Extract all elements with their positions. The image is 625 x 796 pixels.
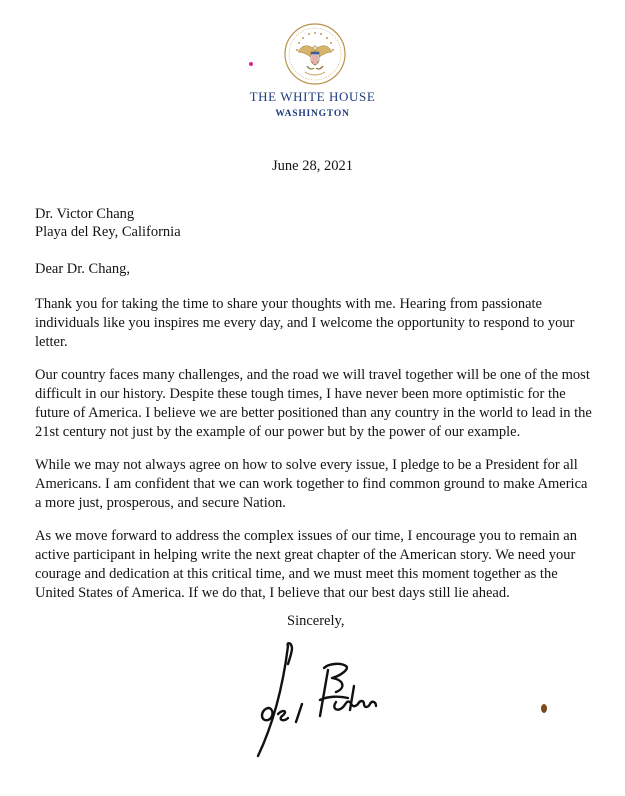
paragraph-line: difficult in our history. Despite these tough times, I have never been more optimistic for the <box>35 386 566 402</box>
paragraph-line: individuals like you inspires me every day, and I welcome the opportunity to respond to your <box>35 315 575 331</box>
salutation: Dear Dr. Chang, <box>35 261 131 277</box>
paragraph-line: Thank you for taking the time to share your thoughts with me. Hearing from passionate <box>35 296 542 312</box>
body-paragraph-1 <box>35 295 610 352</box>
letterhead-subtitle: WASHINGTON <box>275 109 350 119</box>
letterhead-title: THE WHITE HOUSE <box>249 89 376 104</box>
recipient-address <box>35 205 181 241</box>
paragraph-line: United States of America. If we do that, I believe that our best days still lie ahead. <box>35 585 510 601</box>
paragraph-line: a more just, prosperous, and secure Nation. <box>35 495 286 511</box>
paragraph-line: Americans. I am confident that we can work together to find common ground to make America <box>35 476 588 492</box>
paragraph-line: 21st century not just by the example of our power but by the power of our example. <box>35 424 521 440</box>
closing-text: Sincerely, <box>287 613 345 629</box>
paragraph-line: active participant in helping write the next great chapter of the American story. We need your <box>35 547 576 563</box>
letter-date: June 28, 2021 <box>272 158 353 174</box>
paragraph-line: letter. <box>35 334 68 350</box>
ink-speck <box>249 62 253 66</box>
presidential-seal-icon <box>283 22 347 86</box>
handwritten-signature-icon <box>228 638 398 768</box>
recipient-location: Playa del Rey, California <box>35 224 181 240</box>
paragraph-line: future of America. I believe we are better positioned than any country in the world to lead in the <box>35 405 592 421</box>
recipient-name: Dr. Victor Chang <box>35 206 135 222</box>
paper-spot <box>541 704 547 713</box>
paragraph-line: Our country faces many challenges, and the road we will travel together will be one of the most <box>35 367 590 383</box>
body-paragraph-3 <box>35 456 610 513</box>
body-paragraph-2 <box>35 366 610 442</box>
paragraph-line: As we move forward to address the complex issues of our time, I encourage you to remain an <box>35 528 577 544</box>
body-paragraph-4 <box>35 527 610 603</box>
paragraph-line: courage and dedication at this critical time, and we must meet this moment together as the <box>35 566 558 582</box>
paragraph-line: While we may not always agree on how to solve every issue, I pledge to be a President for all <box>35 457 578 473</box>
